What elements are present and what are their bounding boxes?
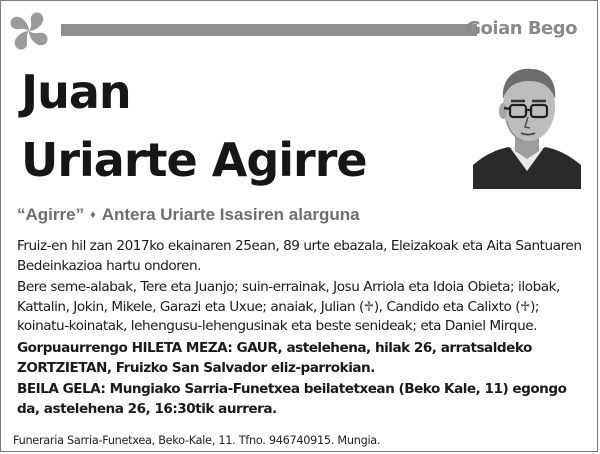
family-paragraph: Bere seme-alabak, Tere eta Juanjo; suin-errainak, Josu Arriola eta Idoia Obieta; ilobak, Kattalin, Jokin, Mikele, Garazi eta Uxue; anaiak, Julian (♱), Candido eta Calixto (♱); koinatu-koinatak, lehengusu-lehengusinak eta beste senideak; eta Daniel Mirque. <box>17 279 560 335</box>
nickname: “Agirre” <box>17 205 85 224</box>
deceased-surname: Uriarte Agirre <box>21 133 367 187</box>
notice-body <box>17 237 591 421</box>
death-notice-paragraph: Fruiz-en hil zan 2017ko ekainaren 25ean, 89 urte ebazala, Eleizakoak eta Aita Santuaren Bedeinkazioa hartu ondoren. <box>17 238 582 274</box>
lauburu-icon <box>7 9 51 53</box>
separator-diamond: ♦ <box>90 209 96 221</box>
funeral-home-footer: Funeraria Sarria-Funetxea, Beko-Kale, 11. Tfno. 946740915. Mungia. <box>13 434 381 447</box>
header-bar <box>61 24 477 36</box>
section-label: Goian Bego <box>466 18 577 39</box>
wake-paragraph: BEILA GELA: Mungiako Sarria-Funetxea beilatetxean (Beko Kale, 11) egongo da, astelehena 26, 16:30tik aurrera. <box>17 381 567 417</box>
deceased-first-name: Juan <box>21 65 131 119</box>
funeral-paragraph: Gorpuaurrengo HILETA MEZA: GAUR, astelehena, hilak 26, arratsaldeko ZORTZIETAN, Fruizko San Salvador eliz-parrokian. <box>17 339 532 376</box>
relation: Antera Uriarte Isasiren alarguna <box>101 205 360 224</box>
portrait-photo <box>473 61 581 189</box>
subtitle <box>17 205 587 225</box>
